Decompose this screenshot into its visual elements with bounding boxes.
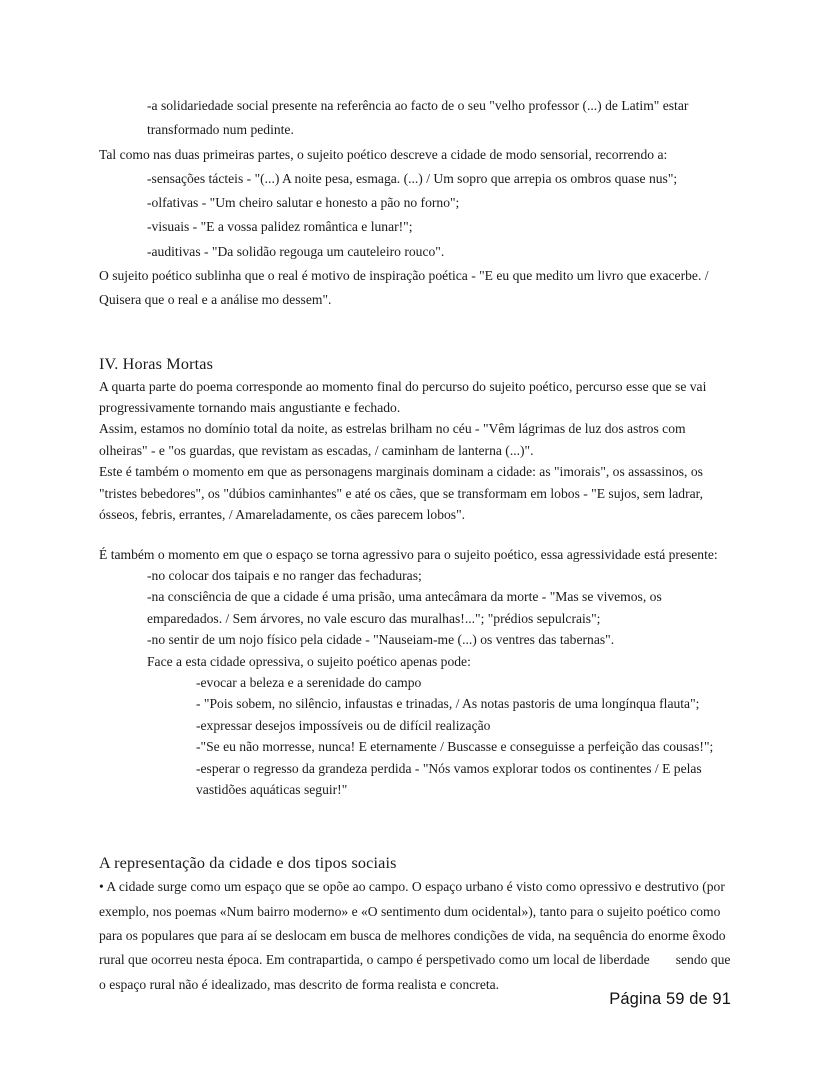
paragraph-cidade-espaco [99, 875, 736, 996]
list-item-evocar-beleza: -evocar a beleza e a serenidade do campo [196, 674, 422, 690]
paragraph-cidade-espaco-part1: • A cidade surge como um espaço que se opõe ao campo. O espaço urbano é visto como opressivo e destrutivo (por exemplo, nos poemas «Num bairro moderno» e «O sentimento dum ocidental»), tanto para o sujeito poético como para os populares que para aí se deslocam em busca de melhores condições de vida, na sequência do enorme êxodo rural que ocorreu nesta época. Em contrapartida, o campo é perspetivado como um local de liberdade [99, 879, 726, 968]
paragraph-solidariedade: -a solidariedade social presente na referência ao facto de o seu "velho professor (...) de Latim" estar transformado num pedinte. [147, 98, 689, 138]
section-heading-horas-mortas: IV. Horas Mortas [99, 354, 214, 373]
list-item-taipais: -no colocar dos taipais e no ranger das fechaduras; [147, 567, 422, 583]
spacer-before-aggression [99, 526, 736, 544]
list-item-olfativas: -olfativas - "Um cheiro salutar e honesto a pão no forno"; [147, 195, 460, 211]
spacer-before-section-four [99, 313, 736, 353]
paragraph-personagens-marginais: Este é também o momento em que as personagens marginais dominam a cidade: as "imorais", os assassinos, os "tristes bebedores", os "dúbios caminhantes" e até os cães, que se transformam em lobos - "E sujos, sem ladrar, ósseos, febris, errantes, / Amareladamente, os cães parecem lobos". [99, 464, 704, 523]
list-item-se-eu-nao-morresse: -"Se eu não morresse, nunca! E eternamente / Buscasse e conseguisse a perfeição das cousas!"; [196, 739, 714, 755]
page-footer: Página 59 de 91 [609, 990, 731, 1008]
list-item-visuais: -visuais - "E a vossa palidez romântica e lunar!"; [147, 219, 413, 235]
paragraph-quarta-parte: A quarta parte do poema corresponde ao momento final do percurso do sujeito poético, percurso esse que se vai progressivamente tornando mais angustiante e fechado. [99, 378, 707, 416]
paragraph-tal-como: Tal como nas duas primeiras partes, o sujeito poético descreve a cidade de modo sensorial, recorrendo a: [99, 146, 668, 162]
list-item-sensacoes-tacteis: -sensações tácteis - "(...) A noite pesa, esmaga. (...) / Um sopro que arrepia os ombros quase nus"; [147, 170, 678, 186]
document-content [99, 94, 736, 997]
list-item-consciencia-prisao: -na consciência de que a cidade é uma prisão, uma antecâmara da morte - "Mas se vivemos, os emparedados. / Sem árvores, no vale escuro das muralhas!..."; "prédios sepulcrais"; [147, 589, 662, 626]
paragraph-agressividade-intro: É também o momento em que o espaço se torna agressivo para o sujeito poético, essa agressividade está presente: [99, 546, 718, 562]
spacer-before-section-city [99, 800, 736, 852]
paragraph-sujeito-poetico-sublinha: O sujeito poético sublinha que o real é motivo de inspiração poética - "E eu que medito um livro que exacerbe. / Quisera que o real e a análise mo dessem". [99, 268, 709, 308]
paragraph-dominio-noite: Assim, estamos no domínio total da noite, as estrelas brilham no céu - "Vêm lágrimas de luz dos astros com olheiras" - e "os guardas, que revistam as escadas, / caminham de lanterna (...)". [99, 421, 686, 458]
list-item-pois-sobem: - "Pois sobem, no silêncio, infaustas e trinadas, / As notas pastoris de uma longínqua flauta"; [196, 696, 700, 712]
section-heading-representacao-cidade: A representação da cidade e dos tipos sociais [99, 854, 397, 873]
list-item-esperar-regresso: -esperar o regresso da grandeza perdida - "Nós vamos explorar todos os continentes / E pelas vastidões aquáticas seguir!" [196, 760, 702, 797]
list-item-nojo-fisico: -no sentir de um nojo físico pela cidade - "Nauseiam-me (...) os ventres das tabernas". [147, 632, 615, 648]
list-item-auditivas: -auditivas - "Da solidão regouga um cauteleiro rouco". [147, 243, 445, 259]
paragraph-cidade-espaco-part2: sendo que o espaço rural não é idealizado, mas descrito de forma realista e concreta. [99, 952, 731, 992]
list-item-expressar-desejos: -expressar desejos impossíveis ou de difícil realização [196, 717, 491, 733]
paragraph-face-cidade-opressiva: Face a esta cidade opressiva, o sujeito poético apenas pode: [147, 653, 471, 669]
